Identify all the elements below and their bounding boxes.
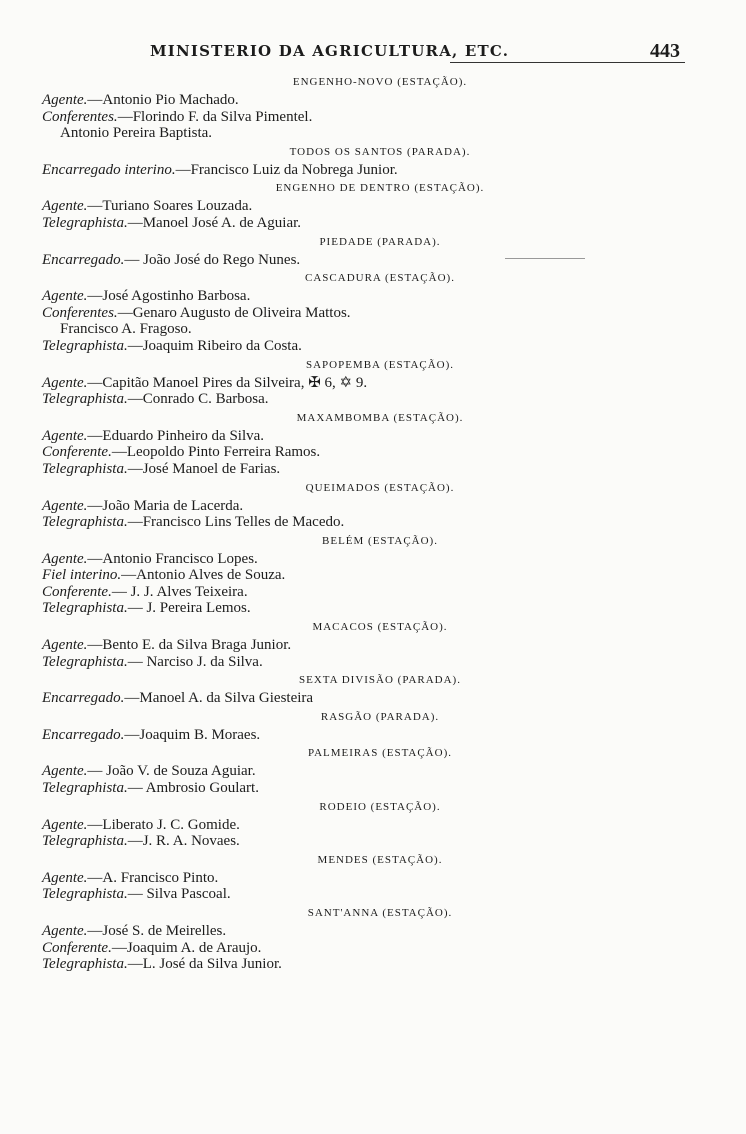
station-heading: MACACOS (ESTAÇÃO).	[312, 621, 448, 634]
staff-entry	[0, 886, 746, 903]
staff-name: —Antonio Alves de Souza.	[121, 567, 286, 584]
staff-name: —Joaquim B. Moraes.	[124, 726, 261, 743]
staff-entry	[0, 923, 746, 940]
staff-role: Telegraphista.	[42, 780, 128, 797]
staff-role: Conferente.	[42, 444, 112, 461]
staff-name: —Francisco Lins Telles de Macedo.	[127, 514, 345, 531]
staff-role: Telegraphista.	[42, 514, 128, 531]
staff-name: Antonio Pereira Baptista.	[60, 125, 213, 142]
staff-entry	[0, 567, 746, 584]
staff-role: Conferente.	[42, 583, 112, 600]
station-heading: QUEIMADOS (ESTAÇÃO).	[305, 481, 455, 494]
station-heading: MAXAMBOMBA (ESTAÇÃO).	[296, 411, 464, 424]
staff-name: —A. Francisco Pinto.	[87, 869, 219, 886]
staff-role: Agente.	[42, 637, 88, 654]
staff-entry	[0, 109, 746, 126]
staff-name: —José S. de Meirelles.	[87, 923, 227, 939]
staff-entry	[0, 584, 746, 601]
staff-name: — Narciso J. da Silva.	[127, 653, 263, 670]
staff-entry	[0, 375, 746, 392]
staff-name: —Antonio Francisco Lopes.	[87, 550, 258, 567]
staff-entry	[0, 956, 746, 973]
station-heading: CASCADURA (ESTAÇÃO).	[305, 272, 455, 285]
staff-role: Conferente.	[42, 939, 112, 956]
page-title: MINISTERIO DA AGRICULTURA, ETC.	[150, 42, 510, 60]
staff-name: — Silva Pascoal.	[127, 886, 231, 903]
staff-entry	[0, 321, 746, 338]
staff-role: Telegraphista.	[42, 391, 128, 408]
staff-role: Telegraphista.	[42, 337, 128, 354]
staff-role: Agente.	[42, 198, 88, 215]
staff-name: —Eduardo Pinheiro da Silva.	[87, 427, 265, 444]
staff-entry	[0, 514, 746, 531]
staff-name: —Joaquim A. de Araujo.	[111, 939, 262, 956]
staff-name: —Conrado C. Barbosa.	[127, 391, 269, 408]
staff-role: Encarregado.	[42, 251, 125, 268]
staff-entry	[0, 763, 746, 780]
staff-entry	[0, 498, 746, 515]
staff-role: Agente.	[42, 92, 88, 108]
staff-role: Telegraphista.	[42, 653, 128, 670]
staff-role: Telegraphista.	[42, 600, 128, 617]
station-heading: TODOS OS SANTOS (PARADA).	[289, 145, 471, 158]
staff-role: Agente.	[42, 869, 88, 886]
staff-role: Encarregado.	[42, 690, 125, 707]
station-heading: SEXTA DIVISÃO (PARADA).	[299, 674, 461, 687]
staff-role: Telegraphista.	[42, 460, 128, 477]
station-heading: ENGENHO-NOVO (ESTAÇÃO).	[292, 76, 468, 88]
station-heading: PALMEIRAS (ESTAÇÃO).	[307, 747, 452, 760]
staff-role: Encarregado.	[42, 726, 125, 743]
staff-name: —J. R. A. Novaes.	[127, 833, 240, 850]
staff-name: —Antonio Pio Machado.	[87, 92, 239, 108]
staff-role: Fiel interino.	[42, 567, 122, 584]
station-heading: SANT'ANNA (ESTAÇÃO).	[307, 907, 453, 919]
station-heading: BELÉM (ESTAÇÃO).	[322, 534, 438, 547]
staff-entry	[0, 637, 746, 654]
staff-entry	[0, 288, 746, 305]
staff-name: — Ambrosio Goulart.	[127, 780, 259, 797]
header-underline	[450, 62, 685, 63]
staff-role: Telegraphista.	[42, 956, 128, 973]
staff-name: — J. Pereira Lemos.	[127, 600, 251, 617]
staff-name: —Joaquim Ribeiro da Costa.	[127, 337, 302, 354]
page-header	[150, 40, 710, 70]
staff-name: —Liberato J. C. Gomide.	[87, 816, 240, 833]
staff-role: Telegraphista.	[42, 214, 128, 231]
staff-entry	[0, 125, 746, 142]
station-heading: MENDES (ESTAÇÃO).	[317, 853, 443, 866]
station-heading: ENGENHO DE DENTRO (ESTAÇÃO).	[275, 182, 485, 195]
staff-name: —José Manoel de Farias.	[127, 460, 281, 477]
staff-name: —Capitão Manoel Pires da Silveira, ✠ 6, ✡ 9.	[87, 374, 368, 391]
staff-name: —Manoel José A. de Aguiar.	[127, 214, 302, 231]
staff-role: Agente.	[42, 427, 88, 444]
station-list	[0, 72, 746, 973]
staff-entry	[0, 391, 746, 408]
staff-entry	[0, 461, 746, 478]
staff-entry	[0, 198, 746, 215]
staff-name: —José Agostinho Barbosa.	[87, 288, 251, 305]
station-heading: SAPOPEMBA (ESTAÇÃO).	[305, 358, 455, 371]
staff-entry	[0, 428, 746, 445]
staff-entry	[0, 252, 746, 269]
staff-entry	[0, 817, 746, 834]
staff-role: Agente.	[42, 288, 88, 305]
staff-entry	[0, 444, 746, 461]
station-heading: RASGÃO (PARADA).	[320, 710, 440, 723]
staff-name: — João V. de Souza Aguiar.	[87, 763, 256, 780]
staff-entry	[0, 940, 746, 957]
staff-role: Telegraphista.	[42, 886, 128, 903]
staff-name: —Francisco Luiz da Nobrega Junior.	[175, 161, 398, 178]
staff-role: Conferentes.	[42, 108, 118, 125]
staff-name: —Manoel A. da Silva Giesteira	[124, 690, 314, 707]
staff-entry	[0, 833, 746, 850]
staff-name: — J. J. Alves Teixeira.	[111, 583, 248, 600]
staff-name: —Bento E. da Silva Braga Junior.	[87, 637, 292, 654]
staff-name: — João José do Rego Nunes.	[124, 251, 301, 268]
staff-role: Conferentes.	[42, 304, 118, 321]
staff-entry	[0, 92, 746, 109]
staff-role: Agente.	[42, 923, 88, 939]
staff-entry	[0, 305, 746, 322]
page-number: 443	[650, 40, 680, 62]
staff-entry	[0, 870, 746, 887]
staff-entry	[0, 690, 746, 707]
staff-entry	[0, 162, 746, 179]
staff-name: —Genaro Augusto de Oliveira Mattos.	[117, 304, 351, 321]
staff-role: Agente.	[42, 497, 88, 514]
station-heading: PIEDADE (PARADA).	[319, 235, 441, 248]
staff-role: Agente.	[42, 763, 88, 780]
staff-role: Encarregado interino.	[42, 161, 176, 178]
station-heading: RODEIO (ESTAÇÃO).	[319, 800, 441, 813]
staff-entry	[0, 215, 746, 232]
staff-role: Telegraphista.	[42, 833, 128, 850]
staff-role: Agente.	[42, 816, 88, 833]
staff-entry	[0, 551, 746, 568]
staff-entry	[0, 780, 746, 797]
staff-entry	[0, 727, 746, 744]
staff-name: —L. José da Silva Junior.	[127, 956, 282, 973]
staff-name: —Leopoldo Pinto Ferreira Ramos.	[111, 444, 321, 461]
staff-entry	[0, 338, 746, 355]
staff-name: —Florindo F. da Silva Pimentel.	[117, 108, 313, 125]
staff-name: —Turiano Soares Louzada.	[87, 198, 253, 215]
staff-entry	[0, 600, 746, 617]
staff-name: —João Maria de Lacerda.	[87, 497, 244, 514]
staff-entry	[0, 654, 746, 671]
staff-role: Agente.	[42, 550, 88, 567]
staff-name: Francisco A. Fragoso.	[60, 321, 192, 338]
staff-role: Agente.	[42, 374, 88, 391]
